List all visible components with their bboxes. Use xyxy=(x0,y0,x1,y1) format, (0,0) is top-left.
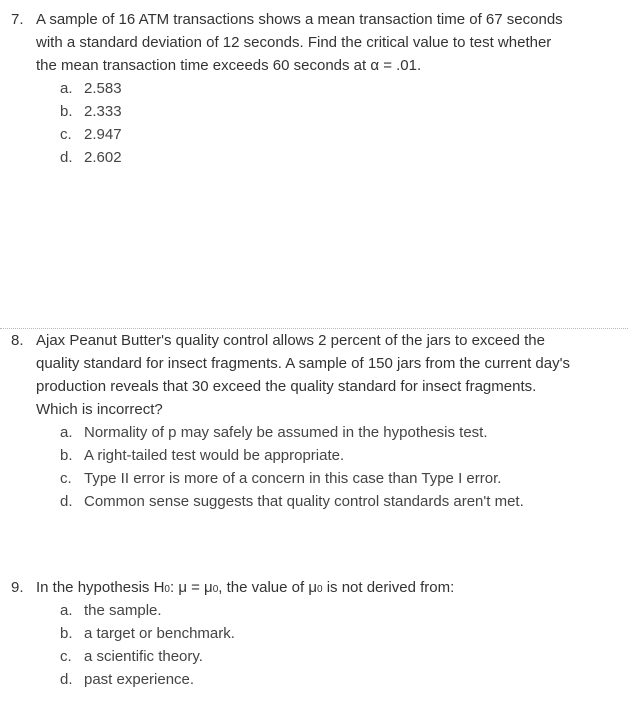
option-text: Type II error is more of a concern in this case than Type I error. xyxy=(84,470,502,487)
subscript-zero: 0 xyxy=(212,584,219,595)
question-text-part: is not derived from: xyxy=(322,579,455,596)
option-text: past experience. xyxy=(84,671,195,688)
option-a[interactable] xyxy=(60,77,122,100)
option-text: a target or benchmark. xyxy=(84,625,235,642)
option-d[interactable] xyxy=(60,490,524,513)
option-a[interactable] xyxy=(60,421,524,444)
question-text-part: , the value of μ xyxy=(218,579,317,596)
answer-options xyxy=(60,77,122,169)
question-text-part: : μ = μ xyxy=(169,579,213,596)
option-text: Normality of p may safely be assumed in the hypothesis test. xyxy=(84,424,488,441)
option-text: 2.583 xyxy=(84,80,122,97)
option-b[interactable] xyxy=(60,622,235,645)
question-number: 9. xyxy=(11,579,24,596)
option-c[interactable] xyxy=(60,123,122,146)
option-d[interactable] xyxy=(60,146,122,169)
question-text: A sample of 16 ATM transactions shows a mean transaction time of 67 seconds with a standard deviation of 12 seconds. Find the critical value to test whether the mean transaction time exceeds 60 seconds at α = .01. xyxy=(36,11,563,74)
option-text: A right-tailed test would be appropriate. xyxy=(84,447,345,464)
option-letter: b. xyxy=(60,625,73,642)
option-text: Common sense suggests that quality control standards aren't met. xyxy=(84,493,524,510)
question-text: Ajax Peanut Butter's quality control allows 2 percent of the jars to exceed the quality standard for insect fragments. A sample of 150 jars from the current day's production reveals that 30 exceed the quality standard for insect fragments. Which is incorrect? xyxy=(36,332,570,418)
option-text: 2.333 xyxy=(84,103,122,120)
option-letter: a. xyxy=(60,424,73,441)
option-text: a scientific theory. xyxy=(84,648,203,665)
option-letter: c. xyxy=(60,126,72,143)
option-letter: b. xyxy=(60,447,73,464)
option-letter: c. xyxy=(60,648,72,665)
question-number: 7. xyxy=(11,11,24,28)
option-letter: d. xyxy=(60,493,73,510)
option-letter: d. xyxy=(60,149,73,166)
option-d[interactable] xyxy=(60,668,235,691)
option-c[interactable] xyxy=(60,645,235,668)
option-b[interactable] xyxy=(60,100,122,123)
option-a[interactable] xyxy=(60,599,235,622)
subscript-zero: 0 xyxy=(316,584,323,595)
answer-options xyxy=(60,599,235,691)
option-text: 2.947 xyxy=(84,126,122,143)
option-text: 2.602 xyxy=(84,149,122,166)
option-letter: d. xyxy=(60,671,73,688)
option-letter: c. xyxy=(60,470,72,487)
answer-options xyxy=(60,421,524,513)
question-number: 8. xyxy=(11,332,24,349)
option-b[interactable] xyxy=(60,444,524,467)
question-text xyxy=(36,576,616,601)
option-letter: b. xyxy=(60,103,73,120)
option-letter: a. xyxy=(60,80,73,97)
option-text: the sample. xyxy=(84,602,162,619)
option-c[interactable] xyxy=(60,467,524,490)
option-letter: a. xyxy=(60,602,73,619)
subscript-zero: 0 xyxy=(164,584,170,595)
question-text-part: In the hypothesis H xyxy=(36,579,165,596)
